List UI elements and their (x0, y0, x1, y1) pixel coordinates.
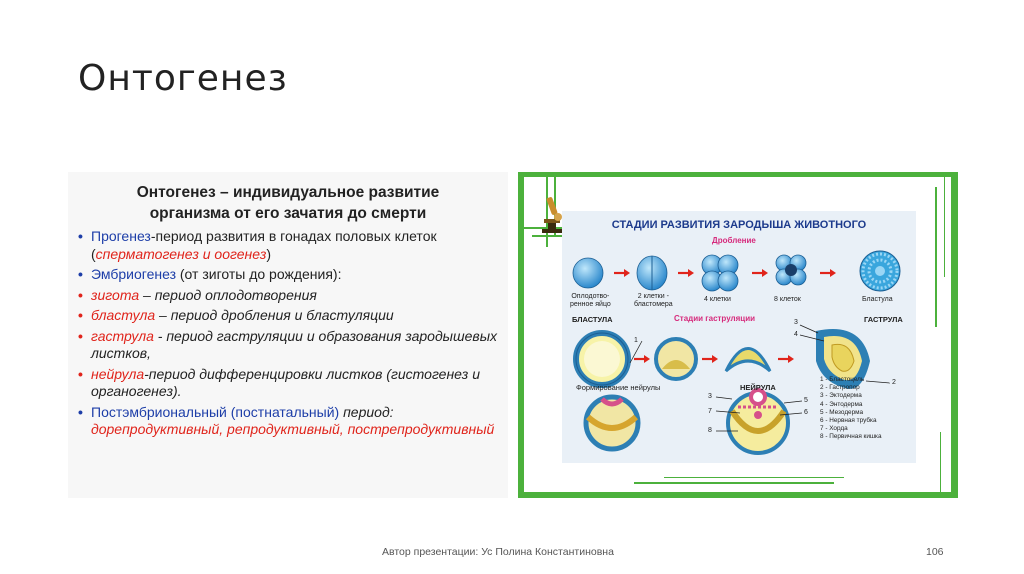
number-8: 8 (708, 427, 712, 434)
term-gastrula: гаструла (91, 327, 154, 344)
list-item-postembryonic (78, 404, 500, 439)
gastrula-heading: ГАСТРУЛА (864, 315, 903, 324)
fertilized-egg (573, 258, 603, 288)
stage-list (68, 228, 508, 439)
number-4: 4 (794, 331, 798, 338)
number-6: 6 (804, 409, 808, 416)
stage-label-egg: Оплодотво- ренное яйцо (570, 293, 611, 308)
figure-legend (820, 376, 882, 442)
desc-postembryonic-red: дорепродуктивный, репродуктивный, пострепродуктивный (91, 421, 495, 437)
desc-embryogenesis: (от зиготы до рождения): (176, 266, 342, 282)
bullet: • (78, 403, 83, 420)
desc-progenesis-end: ) (266, 245, 272, 262)
decor-line (664, 477, 844, 479)
heading-line-2: организма от его зачатия до смерти (149, 205, 427, 222)
stages-panel (562, 211, 916, 463)
list-item-embryogenesis (78, 266, 500, 284)
bullet: • (78, 286, 83, 303)
box-heading (68, 182, 508, 224)
number-5: 5 (804, 397, 808, 404)
embryo-stages-figure (518, 172, 958, 498)
stage-label-blastula: Бластула (862, 296, 893, 303)
arrow-head (762, 269, 768, 277)
list-item-gastrula (78, 328, 500, 363)
blastula-heading: БЛАСТУЛА (572, 315, 613, 324)
decor-line (634, 482, 834, 484)
neurula (728, 390, 788, 453)
number-3b: 3 (708, 393, 712, 400)
legend-item: 1 - Бластоцель (820, 376, 865, 383)
term-postembryonic: Постэмбриональный (постнатальный) (91, 403, 340, 420)
neurula-formation (586, 397, 638, 449)
desc-progenesis: -период развития в гонадах половых клеток ( (91, 228, 437, 262)
arrow-head (624, 269, 630, 277)
legend-item: 5 - Мезодерма (820, 408, 864, 416)
eight-cell-stage (776, 255, 806, 285)
number-1: 1 (634, 337, 638, 344)
neurula-heading: НЕЙРУЛА (740, 383, 776, 392)
desc-neurula: -период дифференцировки листков (гистогенез и органогенез). (91, 365, 480, 399)
list-item-neurula (78, 366, 500, 401)
figure-inner (524, 177, 951, 492)
definition-text-box (68, 172, 508, 498)
figure-title: СТАДИИ РАЗВИТИЯ ЗАРОДЫША ЖИВОТНОГО (611, 219, 867, 231)
stage-label-2cell: 2 клетки - бластомера (634, 293, 673, 308)
neurula-formation-label: Формирование нейрулы (576, 383, 661, 392)
bullet: • (78, 307, 83, 323)
footer-author: Автор презентации: Ус Полина Константиновна (382, 546, 614, 558)
bullet: • (78, 228, 83, 244)
gastrulation-label: Стадии гаструляции (674, 314, 756, 323)
heading-line-1: Онтогенез – индивидуальное развитие (136, 184, 440, 201)
legend-item: 2 - Гастропор (820, 384, 860, 392)
page-number: 106 (926, 546, 944, 558)
legend-item: 3 - Эктодерма (820, 392, 862, 400)
blastula-sphere (860, 251, 900, 291)
slide-title: Онтогенез (78, 58, 288, 99)
stage-label-4cell: 4 клетки (704, 296, 731, 303)
decor-line (944, 177, 946, 277)
bullet: • (78, 365, 83, 382)
desc-zygote: – период оплодотворения (139, 286, 317, 303)
arrow-head (688, 269, 694, 277)
number-7: 7 (708, 408, 712, 415)
cleavage-label: Дробление (712, 236, 756, 245)
arrow-head (830, 269, 836, 277)
term-progenesis: Прогенез (91, 228, 151, 244)
legend-item: 8 - Первичная кишка (820, 433, 882, 441)
term-embryogenesis: Эмбриогенез (91, 266, 176, 282)
desc-progenesis-red: сперматогенез и оогенез (95, 245, 267, 262)
stage-label-8cell: 8 клеток (774, 296, 801, 303)
decor-line (935, 187, 937, 327)
legend-item: 4 - Энтодерма (820, 400, 863, 408)
desc-gastrula: - период гаструляции и образования зародышевых листков, (91, 327, 497, 361)
legend-item: 6 - Нервная трубка (820, 417, 877, 425)
legend-item: 7 - Хорда (820, 425, 848, 433)
bullet: • (78, 266, 83, 282)
list-item-blastula (78, 307, 500, 325)
bullet: • (78, 327, 83, 344)
number-3: 3 (794, 319, 798, 326)
term-blastula: бластула (91, 307, 156, 323)
list-item-progenesis (78, 228, 500, 263)
decor-line (940, 432, 942, 492)
four-cell-stage (702, 255, 738, 291)
mid-gastrula (726, 349, 770, 372)
early-gastrula (656, 339, 696, 379)
term-zygote: зигота (91, 286, 140, 303)
number-2: 2 (892, 379, 896, 386)
list-item-zygote (78, 287, 500, 305)
blastula-cross-section (576, 333, 628, 385)
term-neurula: нейрула (91, 365, 145, 382)
desc-postembryonic: период: (339, 403, 394, 420)
desc-blastula: – период дробления и бластуляции (155, 307, 394, 323)
